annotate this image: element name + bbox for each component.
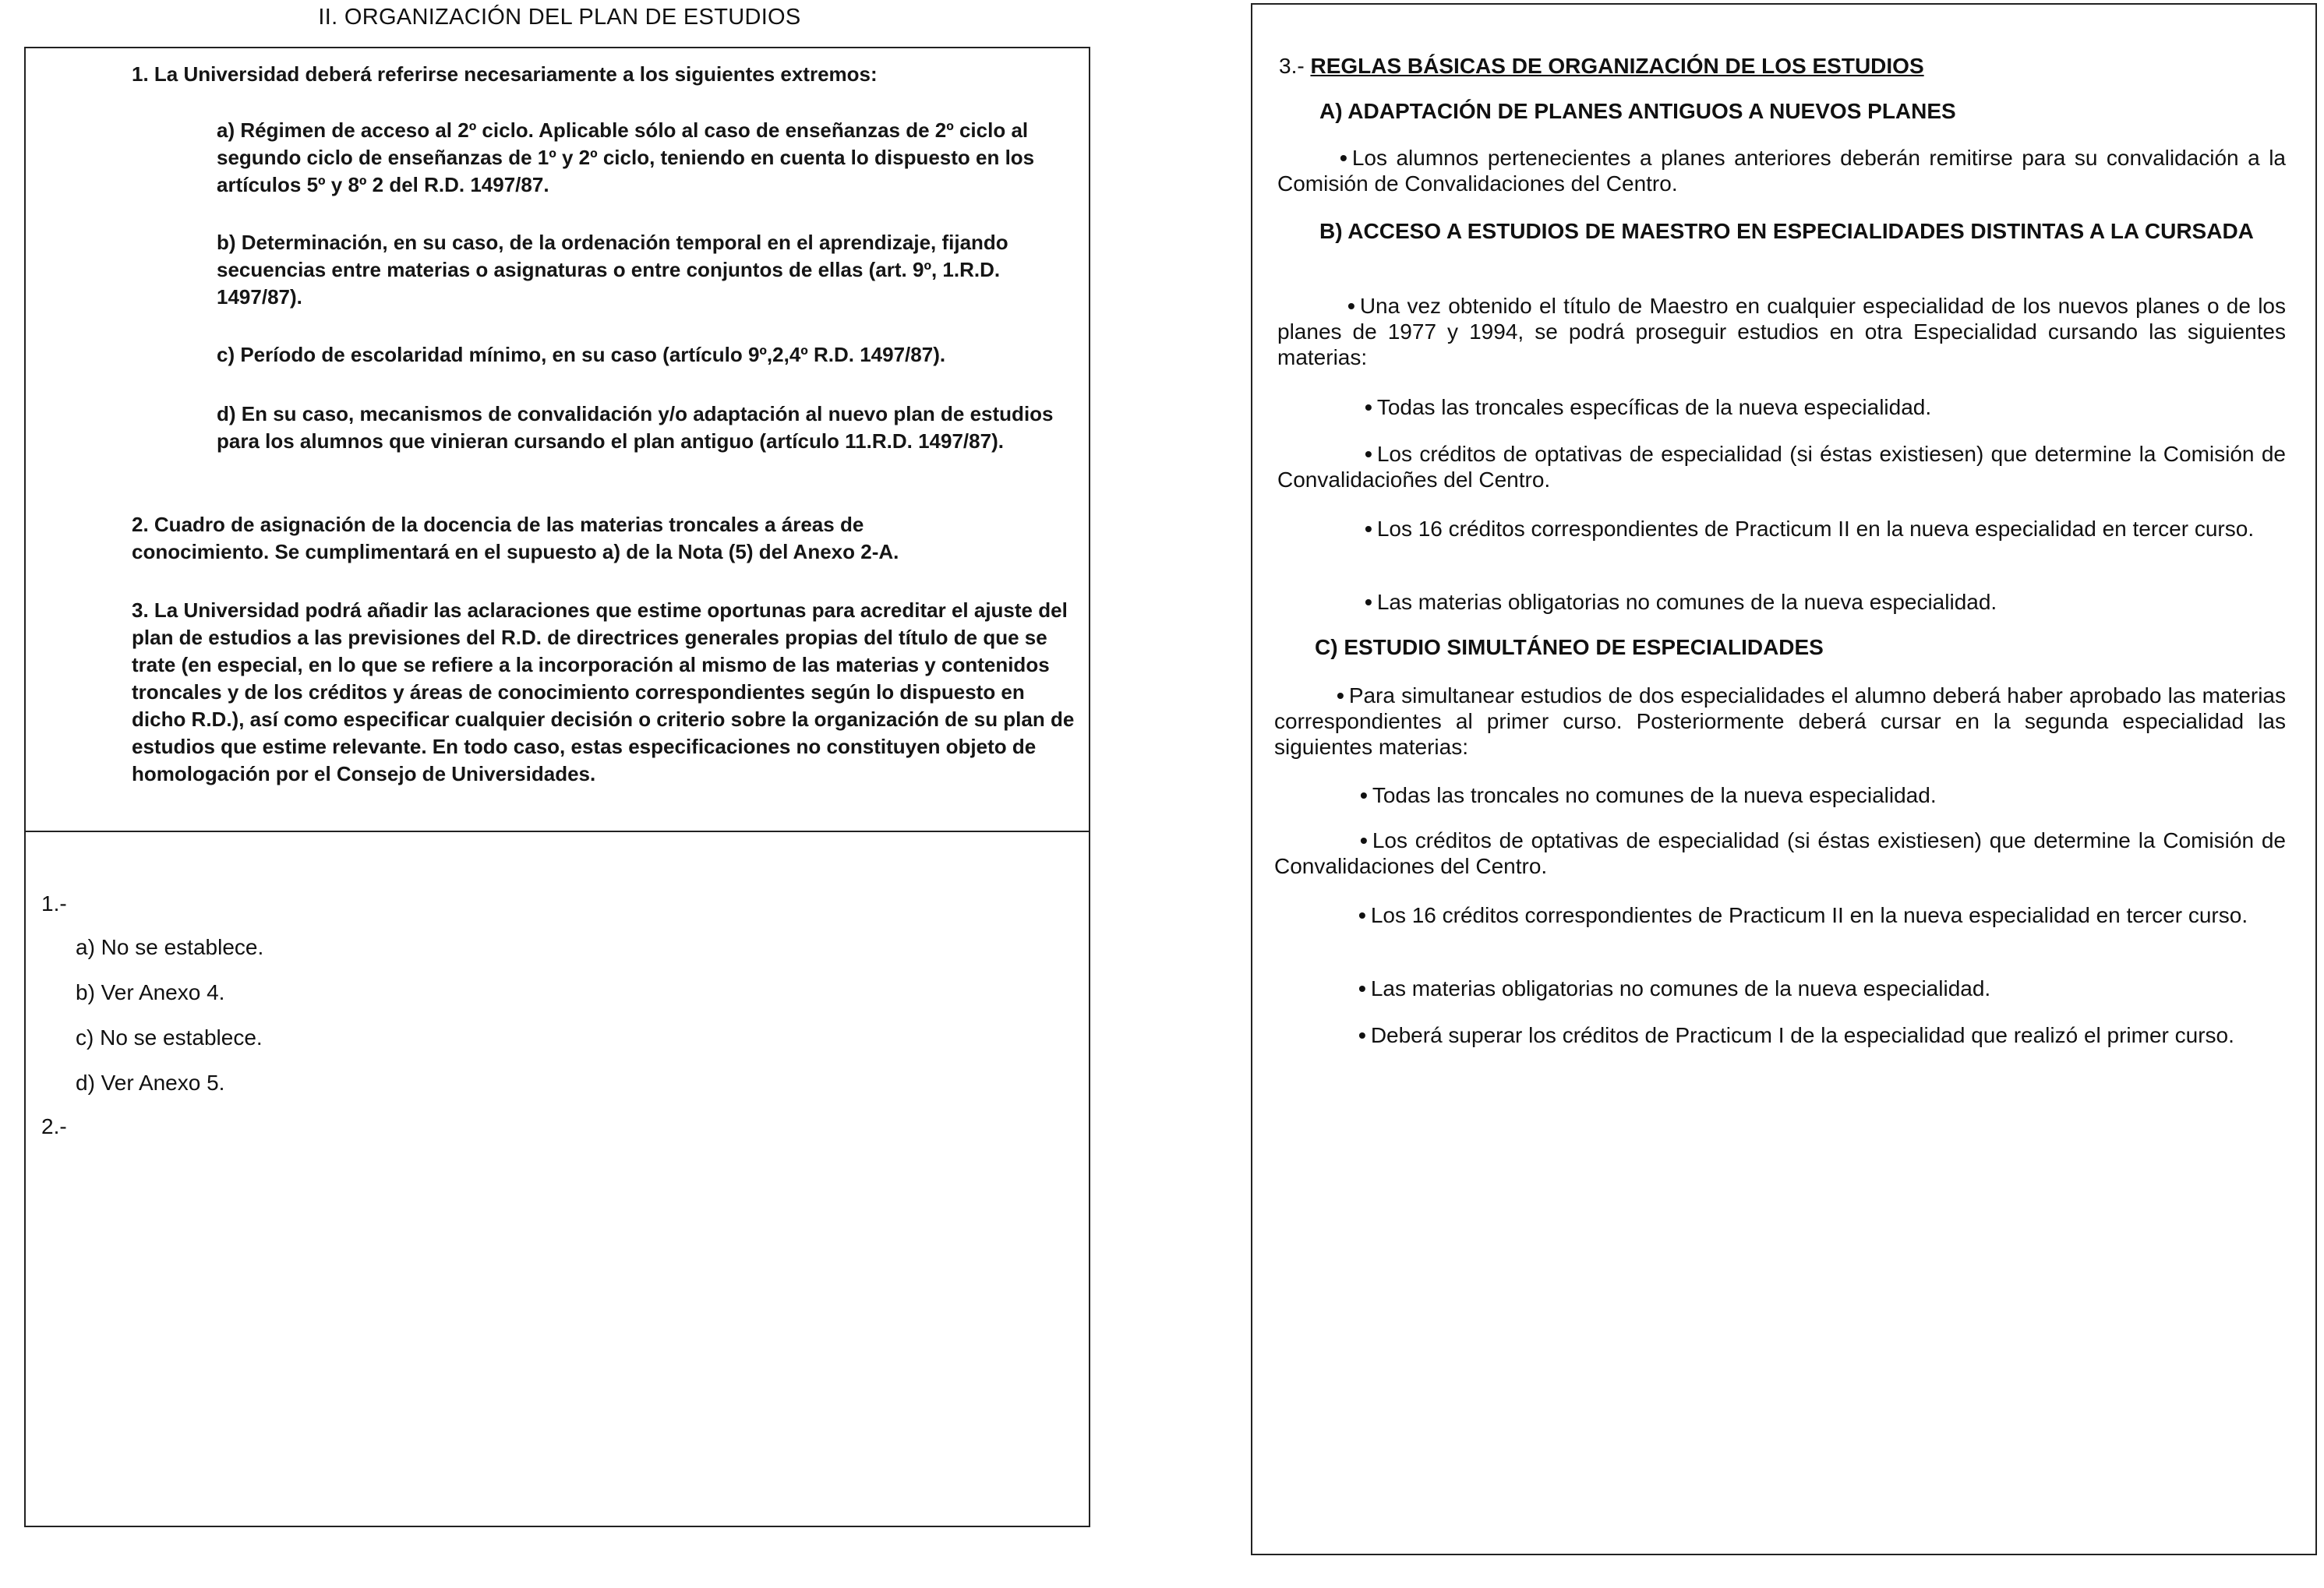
paragraph-b-intro: • Una vez obtenido el título de Maestro en cualquier especialidad de los nuevos planes o de los planes de 1977 y 1994, se podrá proseguir estudios en otra Especialidad cursando las siguientes materias:: [1277, 294, 2286, 369]
bullet-icon: •: [1360, 783, 1368, 807]
bullet-icon: •: [1347, 294, 1355, 318]
bullet-icon: •: [1358, 976, 1366, 1000]
instruction-1c: c) Período de escolaridad mínimo, en su caso (artículo 9º,2,4º R.D. 1497/87).: [217, 343, 946, 366]
answer-1b: b) Ver Anexo 4.: [76, 980, 225, 1004]
heading-b: B) ACCESO A ESTUDIOS DE MAESTRO EN ESPECIALIDADES DISTINTAS A LA CURSADA: [1319, 219, 2254, 243]
section-3-title: REGLAS BÁSICAS DE ORGANIZACIÓN DE LOS ESTUDIOS: [1310, 54, 1924, 78]
paragraph-a: • Los alumnos pertenecientes a planes anteriores deberán remitirse para su convalidación a la Comisión de Convalidaciones del Centro.: [1277, 146, 2286, 196]
instructions-panel: [26, 48, 1089, 832]
answer-1c: c) No se establece.: [76, 1025, 263, 1050]
section-3-heading: [1279, 53, 1924, 79]
instruction-1a: a) Régimen de acceso al 2º ciclo. Aplicable sólo al caso de enseñanzas de 2º ciclo al segundo ciclo de enseñanzas de 1º y 2º ciclo, teniendo en cuenta lo dispuesto en los artículos 5º y 8º 2 del R.D. 1497/87.: [217, 118, 1035, 196]
bullet-icon: •: [1365, 395, 1372, 419]
bullet-icon: •: [1337, 683, 1344, 708]
list-item-c3: • Los 16 créditos correspondientes de Practicum II en la nueva especialidad en tercer curso.: [1358, 903, 2248, 927]
instruction-1: 1. La Universidad deberá referirse necesariamente a los siguientes extremos:: [132, 62, 878, 86]
instruction-1b: b) Determinación, en su caso, de la ordenación temporal en el aprendizaje, fijando secuencias entre materias o asignaturas o entre conjuntos de ellas (art. 9º, 1.R.D. 1497/87).: [217, 231, 1008, 309]
left-page-title: II. ORGANIZACIÓN DEL PLAN DE ESTUDIOS: [318, 5, 801, 30]
instruction-1d: d) En su caso, mecanismos de convalidación y/o adaptación al nuevo plan de estudios para los alumnos que vinieran cursando el plan antiguo (artículo 11.R.D. 1497/87).: [217, 402, 1054, 453]
list-item-c5: • Deberá superar los créditos de Practicum I de la especialidad que realizó el primer curso.: [1358, 1023, 2234, 1047]
heading-a: A) ADAPTACIÓN DE PLANES ANTIGUOS A NUEVOS PLANES: [1319, 99, 1956, 123]
list-item-b3: • Los 16 créditos correspondientes de Practicum II en la nueva especialidad en tercer curso.: [1365, 517, 2255, 541]
list-item-c4: • Las materias obligatorias no comunes de la nueva especialidad.: [1358, 976, 1991, 1000]
list-item-b4: • Las materias obligatorias no comunes de la nueva especialidad.: [1365, 590, 1997, 614]
list-item-c2: • Los créditos de optativas de especialidad (si éstas existiesen) que determine la Comisión de Convalidaciones del Centro.: [1274, 828, 2286, 878]
answer-1-number: 1.-: [41, 891, 67, 916]
bullet-icon: •: [1360, 828, 1368, 852]
instruction-3: 3. La Universidad podrá añadir las aclaraciones que estime oportunas para acreditar el ajuste del plan de estudios a las previsiones del R.D. de directrices generales propias del título de que se trate (en especial, en lo que se refiere a la incorporación al mismo de las materias y contenidos troncales y de los créditos y áreas de conocimiento correspondientes según lo dispuesto en dicho R.D.), así como especificar cualquier decisión o criterio sobre la organización de su plan de estudios que estime relevante. En todo caso, estas especificaciones no constituyen objeto de homologación por el Consejo de Universidades.: [132, 598, 1075, 785]
heading-c: C) ESTUDIO SIMULTÁNEO DE ESPECIALIDADES: [1315, 635, 1824, 659]
left-form-box: [24, 47, 1090, 1527]
bullet-icon: •: [1340, 146, 1347, 170]
bullet-icon: •: [1365, 590, 1372, 614]
bullet-icon: •: [1358, 1023, 1366, 1047]
answer-1d: d) Ver Anexo 5.: [76, 1071, 225, 1095]
bullet-icon: •: [1365, 517, 1372, 541]
right-form-box: [1251, 3, 2317, 1555]
list-item-b1: • Todas las troncales específicas de la nueva especialidad.: [1365, 395, 1932, 419]
section-3-number: 3.-: [1279, 54, 1305, 78]
bullet-icon: •: [1365, 442, 1372, 466]
bullet-icon: •: [1358, 903, 1366, 927]
answer-2-number: 2.-: [41, 1114, 67, 1138]
answer-1a: a) No se establece.: [76, 935, 264, 959]
instruction-2: 2. Cuadro de asignación de la docencia de las materias troncales a áreas de conocimiento. Se cumplimentará en el supuesto a) de la Nota (5) del Anexo 2-A.: [132, 513, 899, 563]
list-item-c1: • Todas las troncales no comunes de la nueva especialidad.: [1360, 783, 1937, 807]
paragraph-c-intro: • Para simultanear estudios de dos especialidades el alumno deberá haber aprobado las materias correspondientes al primer curso. Posteriormente deberá cursar en la segunda especialidad las siguientes materias:: [1274, 683, 2286, 759]
list-item-b2: • Los créditos de optativas de especialidad (si éstas existiesen) que determine la Comisión de Convalidacioñes del Centro.: [1277, 442, 2286, 492]
